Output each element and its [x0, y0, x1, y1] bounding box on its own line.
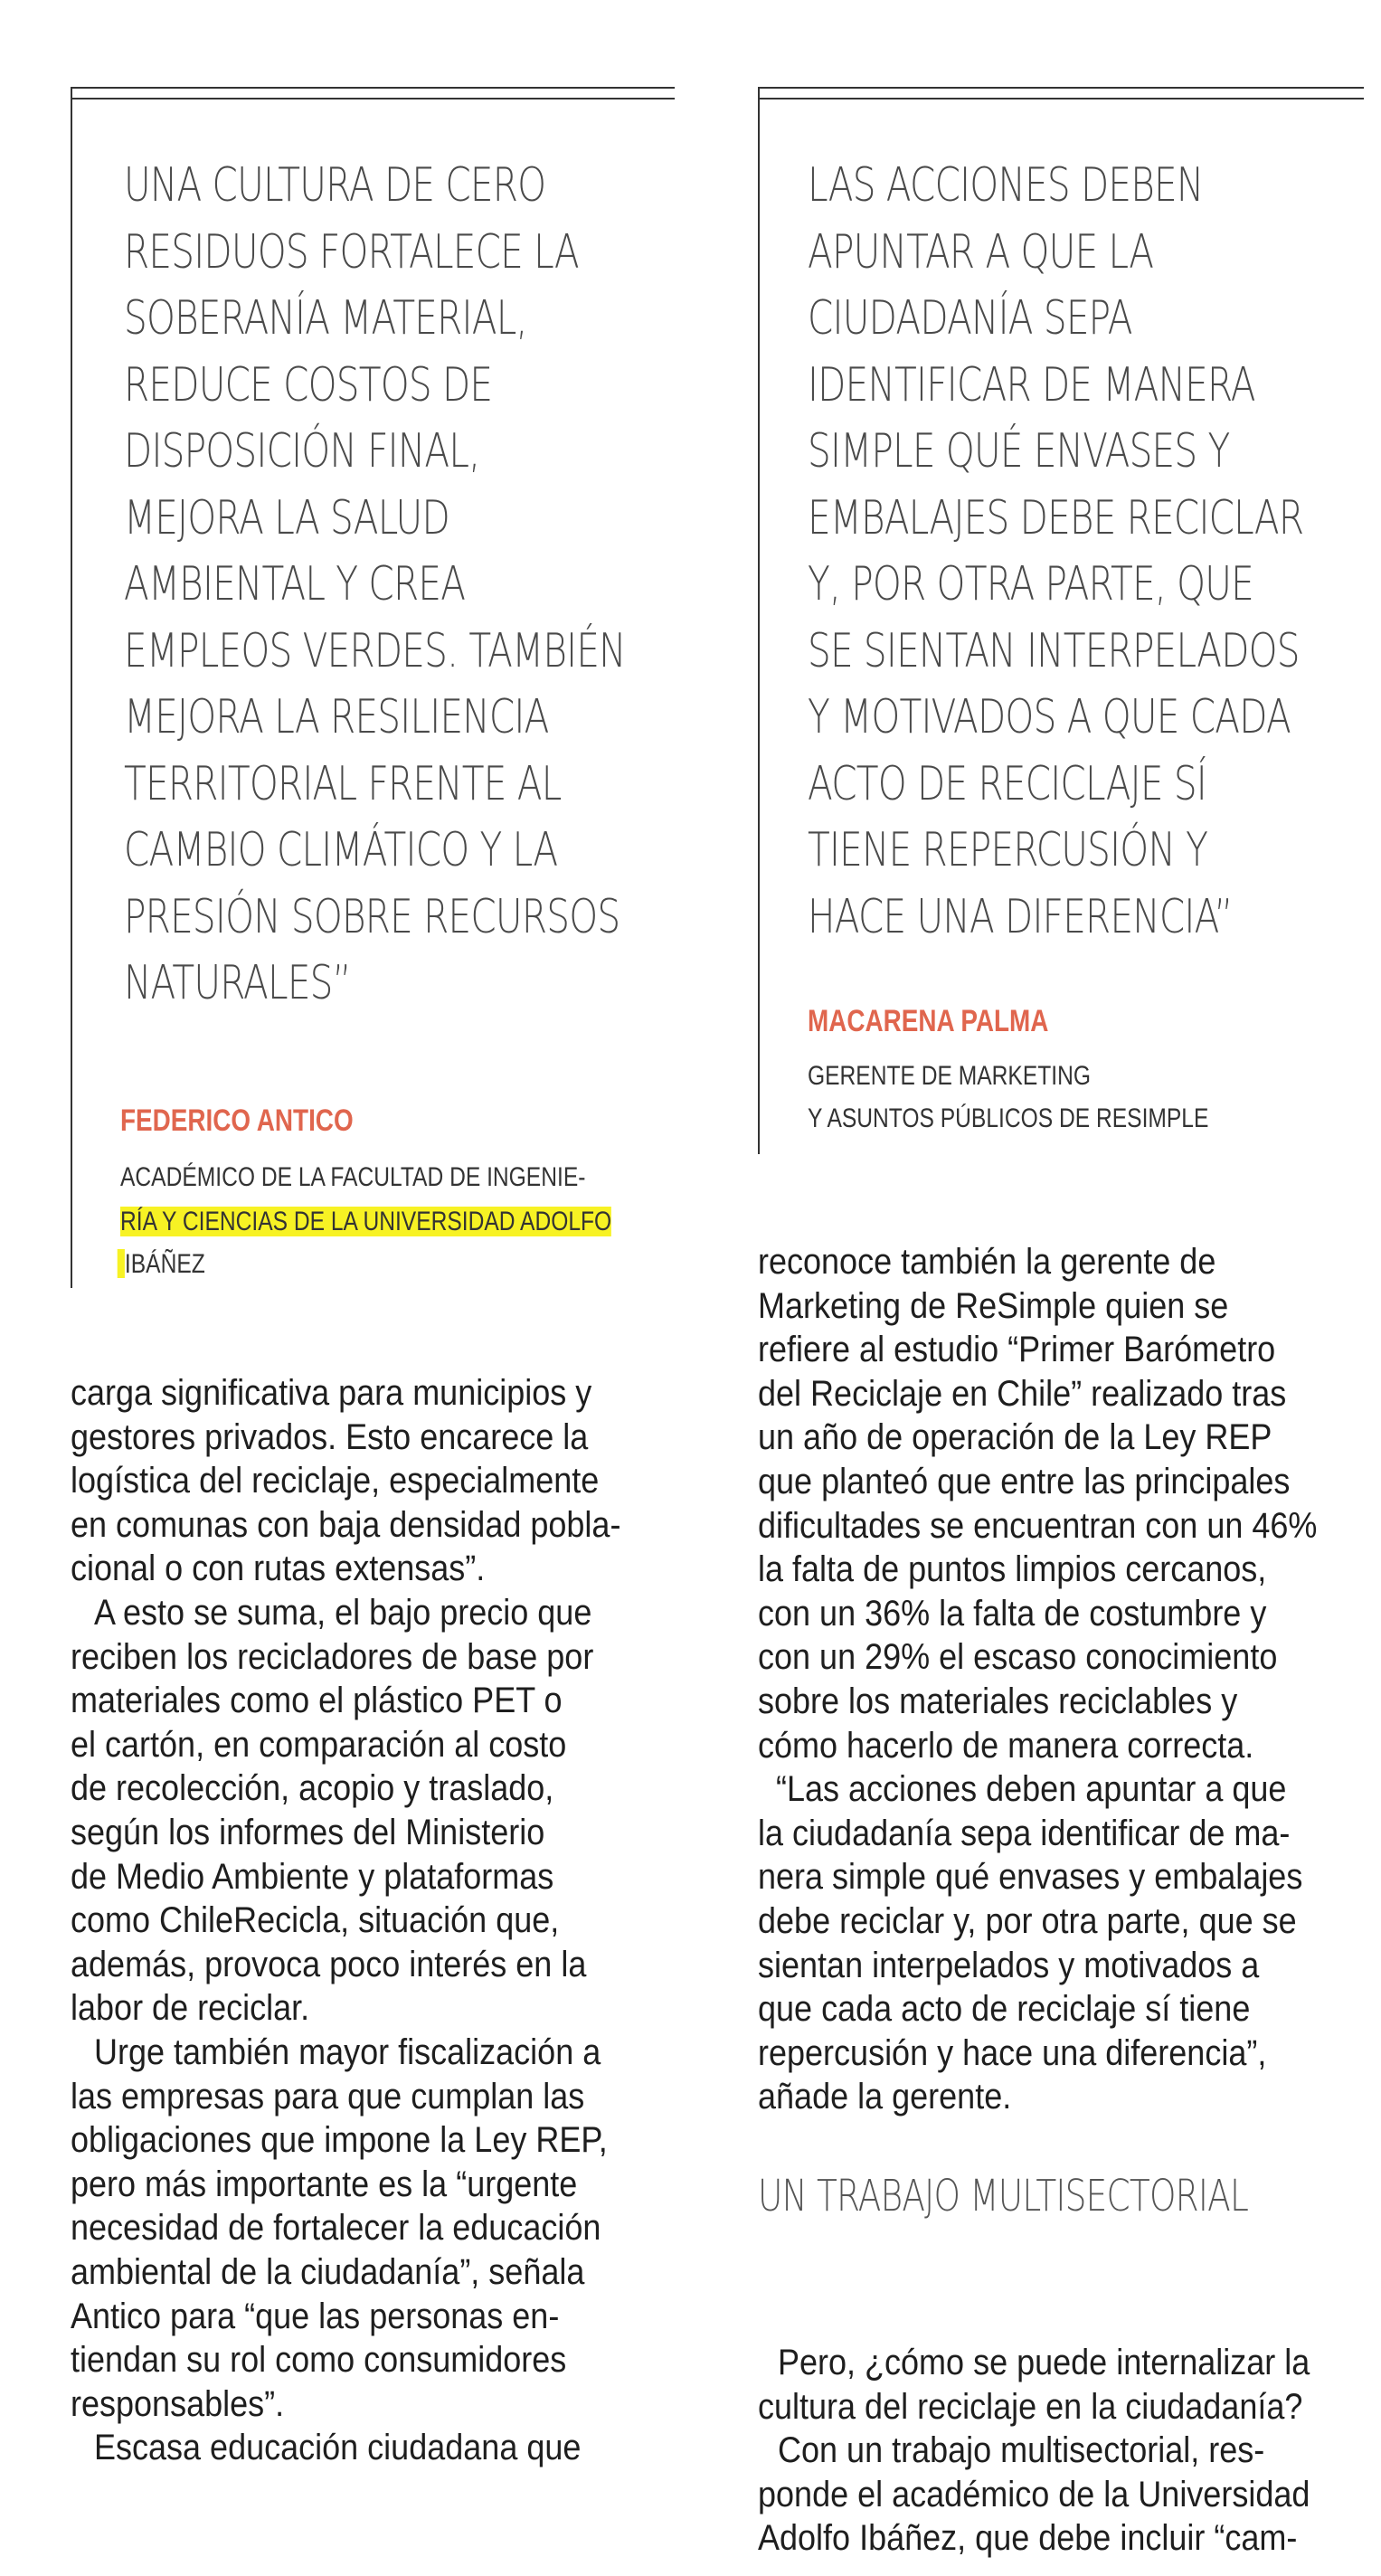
body-text-line: dificultades se encuentran con un 46%	[758, 1505, 1318, 1546]
quote-author-name: FEDERICO ANTICO	[120, 1103, 354, 1138]
quote-line: RESIDUOS FORTALECE LA	[124, 224, 579, 279]
highlight-mark: RÍA Y CIENCIAS DE LA UNIVERSIDAD ADOLFO	[120, 1207, 612, 1236]
quote-line: IDENTIFICAR DE MANERA	[808, 357, 1255, 412]
quote-author-role: Y ASUNTOS PÚBLICOS DE RESIMPLE	[808, 1103, 1209, 1133]
quote-line: TERRITORIAL FRENTE AL	[124, 756, 562, 811]
body-text-line: el cartón, en comparación al costo	[71, 1724, 567, 1765]
body-text-line: responsables”.	[71, 2383, 285, 2424]
body-text-line: obligaciones que impone la Ley REP,	[71, 2120, 608, 2161]
body-text-line: cómo hacerlo de manera correcta.	[758, 1725, 1254, 1766]
body-text-line: en comunas con baja densidad pobla-	[71, 1504, 621, 1545]
body-text-line: un año de operación de la Ley REP	[758, 1417, 1272, 1458]
body-text-line: Marketing de ReSimple quien se	[758, 1285, 1229, 1326]
quote-line: HACE UNA DIFERENCIA”	[808, 889, 1233, 944]
quote-top-rule-inner	[758, 98, 1364, 99]
quote-side-rule	[758, 87, 760, 1154]
body-text-line: las empresas para que cumplan las	[71, 2076, 585, 2117]
body-text-line: Adolfo Ibáñez, que debe incluir “cam-	[758, 2518, 1298, 2559]
body-text-line: logística del reciclaje, especialmente	[71, 1461, 600, 1501]
body-text-line: la ciudadanía sepa identificar de ma-	[758, 1813, 1291, 1853]
quote-top-rule	[758, 87, 1364, 89]
body-text-line: “Las acciones deben apuntar a que	[776, 1769, 1287, 1810]
body-text-line: labor de reciclar.	[71, 1988, 310, 2029]
quote-line: ACTO DE RECICLAJE SÍ	[808, 756, 1206, 811]
quote-line: APUNTAR A QUE LA	[808, 224, 1154, 279]
body-text-line: pero más importante es la “urgente	[71, 2164, 578, 2204]
body-text-line: según los informes del Ministerio	[71, 1813, 545, 1852]
quote-top-rule-inner	[71, 98, 675, 99]
body-text-line: del Reciclaje en Chile” realizado tras	[758, 1373, 1287, 1414]
body-text-line: materiales como el plástico PET o	[71, 1681, 563, 1721]
section-heading: UN TRABAJO MULTISECTORIAL	[758, 2171, 1249, 2221]
quote-author-role: IBÁÑEZ	[120, 1249, 205, 1280]
body-text-line: con un 29% el escaso conocimiento	[758, 1637, 1278, 1678]
body-text-line: con un 36% la falta de costumbre y	[758, 1593, 1267, 1634]
body-text-line: gestores privados. Esto encarece la	[71, 1416, 589, 1457]
body-text-line: carga significativa para municipios y	[71, 1373, 592, 1413]
highlight-mark	[118, 1249, 125, 1278]
quote-line: REDUCE COSTOS DE	[124, 357, 493, 412]
body-text-line: nera simple qué envases y embalajes	[758, 1857, 1303, 1898]
body-text-line: de recolección, acopio y traslado,	[71, 1768, 554, 1809]
body-text-line: ambiental de la ciudadanía”, señala	[71, 2252, 585, 2292]
quote-line: EMPLEOS VERDES. TAMBIÉN	[124, 623, 626, 678]
quote-line: AMBIENTAL Y CREA	[124, 557, 466, 611]
body-text-line: repercusión y hace una diferencia”,	[758, 2032, 1267, 2073]
body-text-line: Urge también mayor fiscalización a	[94, 2032, 601, 2072]
body-text-line: tiendan su rol como consumidores	[71, 2340, 567, 2381]
body-text-line: sobre los materiales reciclables y	[758, 1681, 1238, 1721]
body-text-line: cultura del reciclaje en la ciudadanía?	[758, 2386, 1303, 2427]
body-text-line: reciben los recicladores de base por	[71, 1636, 594, 1677]
quote-line: UNA CULTURA DE CERO	[124, 158, 546, 213]
quote-line: DISPOSICIÓN FINAL,	[124, 424, 480, 478]
quote-line: CAMBIO CLIMÁTICO Y LA	[124, 823, 558, 877]
body-text-line: refiere al estudio “Primer Barómetro	[758, 1330, 1276, 1370]
quote-author-role: ACADÉMICO DE LA FACULTAD DE INGENIE-	[120, 1162, 586, 1192]
quote-line: SOBERANÍA MATERIAL,	[124, 291, 527, 346]
quote-top-rule	[71, 87, 675, 89]
body-text-line: de Medio Ambiente y plataformas	[71, 1856, 554, 1897]
body-text-line: la falta de puntos limpios cercanos,	[758, 1549, 1267, 1590]
quote-author-role: GERENTE DE MARKETING	[808, 1061, 1092, 1091]
quote-line: EMBALAJES DEBE RECICLAR	[808, 490, 1304, 545]
body-text-line: cional o con rutas extensas”.	[71, 1548, 486, 1589]
quote-line: CIUDADANÍA SEPA	[808, 291, 1132, 346]
body-text-line: Escasa educación ciudadana que	[94, 2428, 582, 2468]
body-text-line: necesidad de fortalecer la educación	[71, 2208, 601, 2249]
quote-line: MEJORA LA RESILIENCIA	[124, 690, 549, 744]
quote-line: LAS ACCIONES DEBEN	[808, 158, 1204, 213]
body-text-line: además, provoca poco interés en la	[71, 1944, 587, 1984]
quote-line: SIMPLE QUÉ ENVASES Y	[808, 424, 1230, 478]
quote-line: Y MOTIVADOS A QUE CADA	[808, 690, 1291, 744]
body-text-line: como ChileRecicla, situación que,	[71, 1900, 560, 1941]
quote-line: MEJORA LA SALUD	[124, 490, 449, 545]
body-text-line: Antico para “que las personas en-	[71, 2296, 560, 2336]
quote-line: SE SIENTAN INTERPELADOS	[808, 623, 1300, 678]
body-text-line: sientan interpelados y motivados a	[758, 1945, 1260, 1985]
body-text-line: añade la gerente.	[758, 2077, 1012, 2117]
quote-author-name: MACARENA PALMA	[808, 1004, 1049, 1038]
quote-line: NATURALES”	[124, 956, 351, 1010]
body-text-line: A esto se suma, el bajo precio que	[94, 1593, 592, 1633]
body-text-line: debe reciclar y, por otra parte, que se	[758, 1901, 1297, 1941]
body-text-line: que planteó que entre las principales	[758, 1462, 1291, 1501]
quote-side-rule	[71, 87, 72, 1288]
quote-line: TIENE REPERCUSIÓN Y	[808, 823, 1208, 877]
body-text-line: Pero, ¿cómo se puede internalizar la	[778, 2343, 1310, 2382]
body-text-line: ponde el académico de la Universidad	[758, 2474, 1310, 2514]
quote-line: PRESIÓN SOBRE RECURSOS	[124, 889, 620, 944]
quote-line: Y, POR OTRA PARTE, QUE	[808, 557, 1254, 611]
body-text-line: reconoce también la gerente de	[758, 1242, 1216, 1282]
quote-author-role	[120, 1207, 611, 1237]
body-text-line: Con un trabajo multisectorial, res-	[778, 2430, 1265, 2471]
body-text-line: que cada acto de reciclaje sí tiene	[758, 1989, 1251, 2030]
